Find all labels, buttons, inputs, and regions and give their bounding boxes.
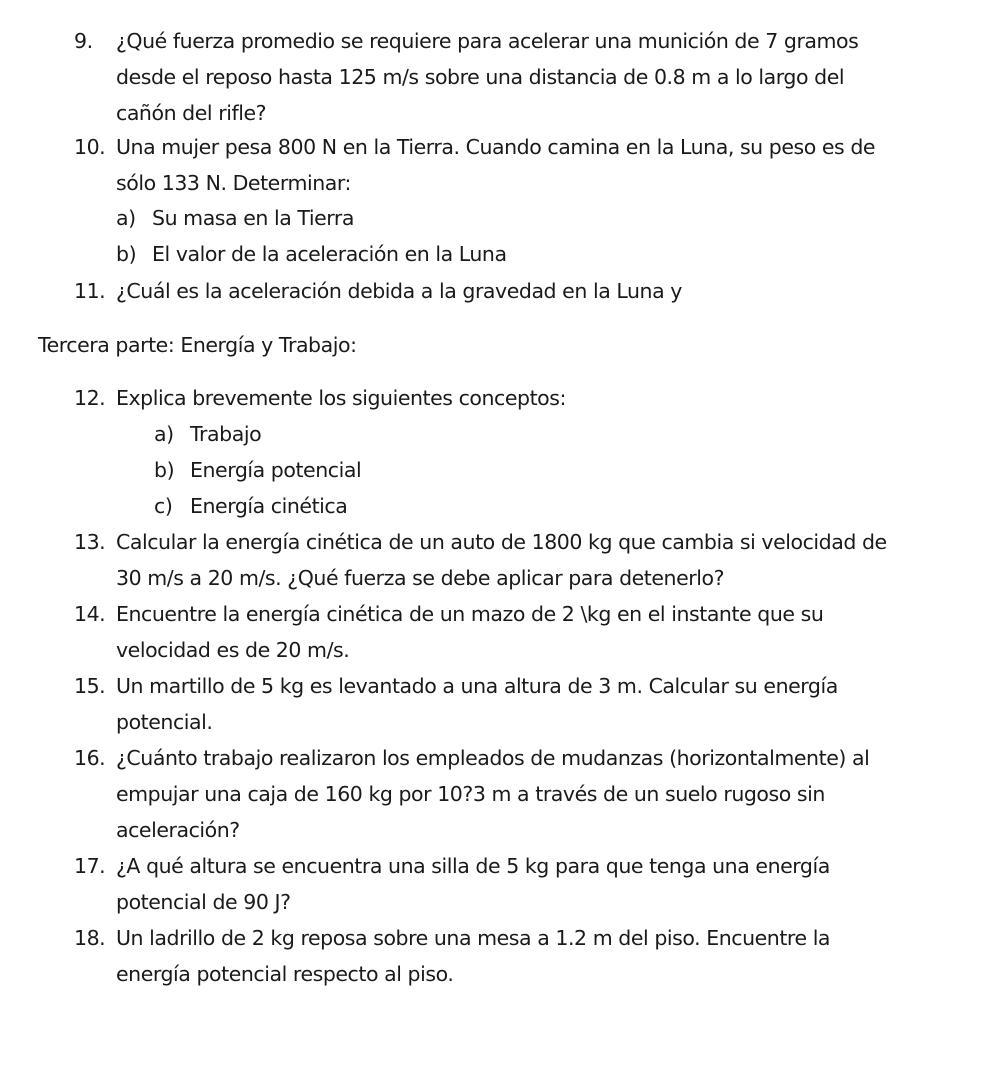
q12-item-a-letter: a)	[154, 422, 174, 446]
q9-line-3: cañón del rifle?	[116, 101, 267, 125]
q12-item-b-letter: b)	[154, 458, 175, 482]
q12-item-a	[154, 416, 261, 452]
q17-line-1	[74, 848, 830, 884]
q16-line-2: empujar una caja de 160 kg por 10?3 m a través de un suelo rugoso sin	[116, 782, 825, 806]
q12-item-b	[154, 452, 361, 488]
q15-number: 15.	[74, 674, 106, 698]
q18-line-1	[74, 920, 830, 956]
q14-text-1: Encuentre la energía cinética de un mazo de 2 \kg en el instante que su	[116, 602, 824, 626]
q16-line-1	[74, 740, 869, 776]
q15-line-2: potencial.	[116, 710, 213, 734]
q10-item-b-text: El valor de la aceleración en la Luna	[152, 242, 507, 266]
q11-text-1: ¿Cuál es la aceleración debida a la gravedad en la Luna y	[116, 279, 682, 303]
q12-number: 12.	[74, 386, 106, 410]
q13-line-2: 30 m/s a 20 m/s. ¿Qué fuerza se debe aplicar para detenerlo?	[116, 566, 724, 590]
q12-item-c-text: Energía cinética	[190, 494, 348, 518]
q12-item-b-text: Energía potencial	[190, 458, 362, 482]
q10-item-a-text: Su masa en la Tierra	[152, 206, 354, 230]
q13-number: 13.	[74, 530, 106, 554]
q10-item-b	[116, 236, 507, 272]
q16-number: 16.	[74, 746, 106, 770]
q14-number: 14.	[74, 602, 106, 626]
q18-line-2: energía potencial respecto al piso.	[116, 962, 454, 986]
q10-number: 10.	[74, 135, 106, 159]
q13-line-1	[74, 524, 887, 560]
q13-text-1: Calcular la energía cinética de un auto de 1800 kg que cambia si velocidad de	[116, 530, 887, 554]
q10-line-2: sólo 133 N. Determinar:	[116, 171, 351, 195]
q10-item-a	[116, 200, 354, 236]
q16-text-1: ¿Cuánto trabajo realizaron los empleados de mudanzas (horizontalmente) al	[116, 746, 870, 770]
q17-number: 17.	[74, 854, 106, 878]
q12-line-1	[74, 380, 566, 416]
q12-item-c-letter: c)	[154, 494, 173, 518]
q17-line-2: potencial de 90 J?	[116, 890, 291, 914]
q14-line-2: velocidad es de 20 m/s.	[116, 638, 350, 662]
q10-item-b-letter: b)	[116, 242, 137, 266]
q11-line-1	[74, 273, 682, 309]
q12-item-c	[154, 488, 347, 524]
q18-number: 18.	[74, 926, 106, 950]
q16-line-3: aceleración?	[116, 818, 240, 842]
q9-number: 9.	[74, 29, 93, 53]
q10-item-a-letter: a)	[116, 206, 136, 230]
q15-line-1	[74, 668, 838, 704]
q15-text-1: Un martillo de 5 kg es levantado a una altura de 3 m. Calcular su energía	[116, 674, 838, 698]
q12-item-a-text: Trabajo	[190, 422, 262, 446]
q14-line-1	[74, 596, 823, 632]
q10-line-1	[74, 129, 875, 165]
q11-number: 11.	[74, 279, 106, 303]
section-heading: Tercera parte: Energía y Trabajo:	[38, 333, 357, 357]
q12-text-1: Explica brevemente los siguientes conceptos:	[116, 386, 566, 410]
q10-text-1: Una mujer pesa 800 N en la Tierra. Cuando camina en la Luna, su peso es de	[116, 135, 876, 159]
q9-text-1: ¿Qué fuerza promedio se requiere para acelerar una munición de 7 gramos	[116, 29, 859, 53]
q18-text-1: Un ladrillo de 2 kg reposa sobre una mesa a 1.2 m del piso. Encuentre la	[116, 926, 831, 950]
q17-text-1: ¿A qué altura se encuentra una silla de 5 kg para que tenga una energía	[116, 854, 830, 878]
q9-line-2: desde el reposo hasta 125 m/s sobre una distancia de 0.8 m a lo largo del	[116, 65, 845, 89]
q9-line-1	[74, 23, 858, 59]
